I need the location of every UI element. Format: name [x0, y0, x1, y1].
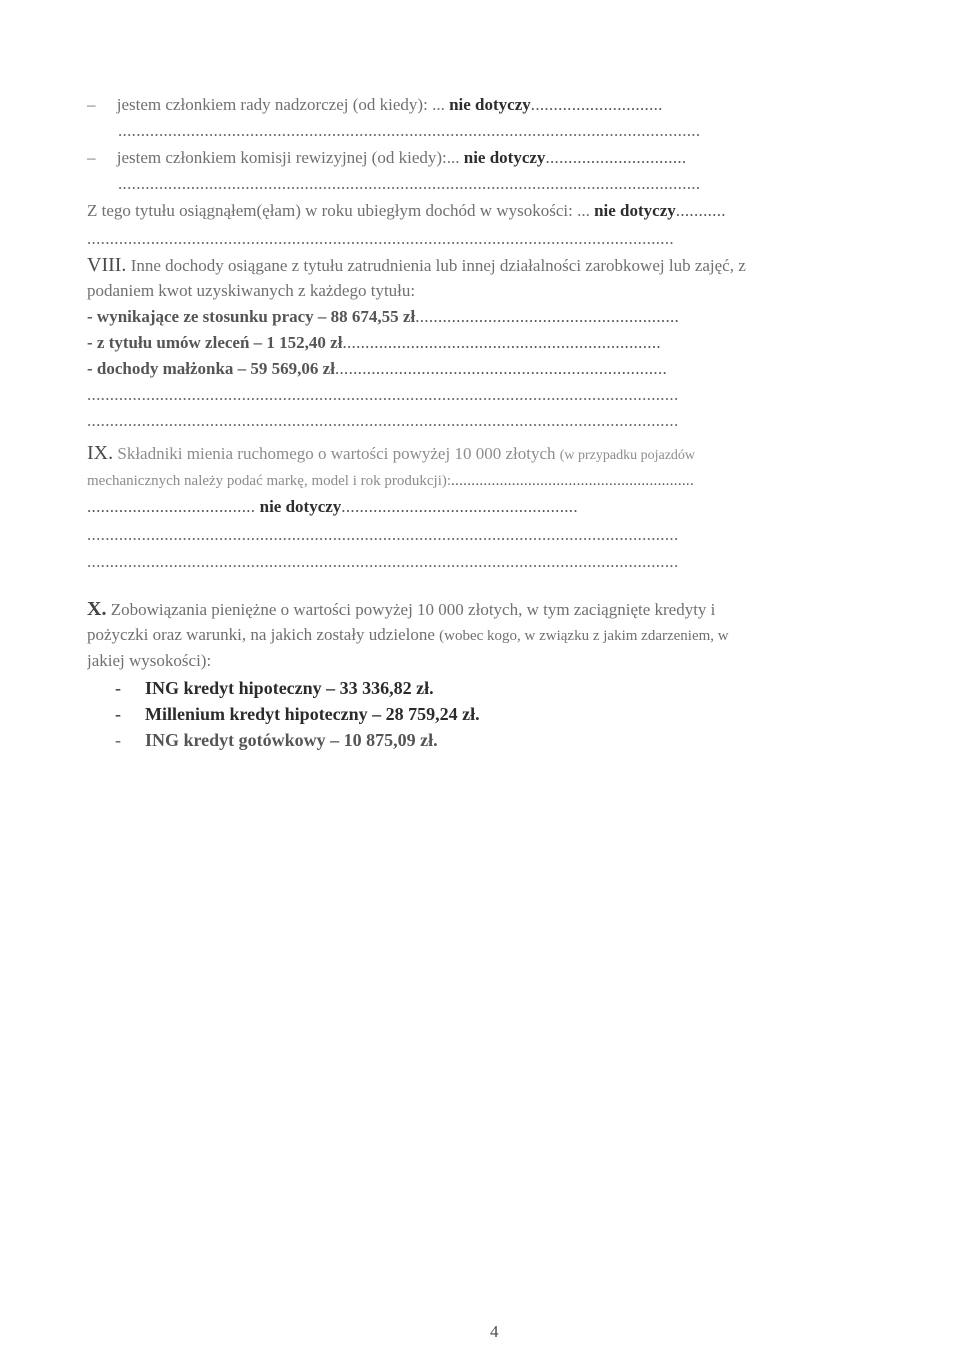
page-number: 4 — [490, 1322, 499, 1341]
liability-item — [115, 678, 434, 699]
list-dash: – — [87, 95, 96, 114]
section-ix-value-line — [87, 496, 842, 518]
liability-text: ING kredyt hipoteczny – 33 336,82 zł. — [145, 678, 434, 698]
section-x-text-2: pożyczki oraz warunki, na jakich zostały udzielone — [87, 625, 435, 644]
section-ix-blank-line: .................................................................................................................................. — [87, 552, 679, 571]
dotted-leader: ............................. — [530, 95, 663, 114]
supervisory-board-value: nie dotyczy — [449, 95, 531, 114]
supervisory-board-continuation: ................................................................................................................................ — [118, 121, 701, 140]
liability-item — [115, 704, 480, 725]
section-ix-text-line-2 — [87, 470, 842, 492]
section-viii-item-employment — [87, 306, 842, 328]
liability-text: Millenium kredyt hipoteczny – 28 759,24 zł. — [145, 704, 480, 724]
section-x-heading — [87, 598, 842, 621]
audit-committee-line — [87, 147, 842, 169]
list-dash: - — [115, 730, 121, 750]
section-ix-blank-line: .................................................................................................................................. — [87, 525, 679, 544]
section-x-text-line-3: jakiej wysokości): — [87, 651, 212, 670]
section-x-note: (wobec kogo, w związku z jakim zdarzeniem, w — [439, 628, 729, 644]
income-from-title-label: Z tego tytułu osiągnąłem(ęłam) w roku ubiegłym dochód w wysokości: ... — [87, 201, 590, 220]
section-viii-heading — [87, 254, 842, 277]
dotted-leader: ............................... — [545, 148, 687, 167]
dotted-leader: ......................................................................... — [334, 359, 668, 378]
list-dash: - — [115, 704, 121, 724]
section-viii-blank-line: .................................................................................................................................. — [87, 385, 679, 404]
section-viii-text-line-2: podaniem kwot uzyskiwanych z każdego tytułu: — [87, 281, 416, 300]
section-ix-heading — [87, 442, 842, 467]
section-viii-text: Inne dochody osiągane z tytułu zatrudnienia lub innej działalności zarobkowej lub zajęć, z — [130, 256, 746, 275]
liability-item — [115, 730, 438, 751]
dotted-leader: ...................................................................... — [342, 333, 661, 352]
section-viii-blank-line: .................................................................................................................................. — [87, 411, 679, 430]
employment-income: - wynikające ze stosunku pracy – 88 674,55 zł — [87, 307, 416, 326]
spouse-income: - dochody małżonka – 59 569,06 zł — [87, 359, 335, 378]
section-x-text: Zobowiązania pieniężne o wartości powyżej 10 000 złotych, w tym zaciągnięte kredyty i — [110, 600, 716, 619]
audit-committee-continuation: ................................................................................................................................ — [118, 174, 701, 193]
section-ix-note: (w przypadku pojazdów — [559, 448, 696, 463]
audit-committee-value: nie dotyczy — [463, 148, 546, 167]
section-ix-number: IX. — [87, 442, 114, 464]
section-viii-item-contracts — [87, 332, 842, 354]
supervisory-board-line — [87, 94, 842, 116]
list-dash: - — [115, 678, 121, 698]
section-viii-item-spouse — [87, 358, 842, 380]
section-ix-text-2: mechanicznych należy podać markę, model i rok produkcji): — [87, 473, 452, 489]
supervisory-board-label: jestem członkiem rady nadzorczej (od kiedy): ... — [116, 95, 445, 114]
section-x-number: X. — [87, 598, 107, 620]
section-viii-number: VIII. — [87, 254, 127, 276]
contract-income: - z tytułu umów zleceń – 1 152,40 zł — [87, 333, 343, 352]
dotted-leader: ........... — [675, 201, 726, 220]
income-from-title-continuation: ................................................................................................................................. — [87, 229, 674, 248]
dotted-leader: .......................................................... — [415, 307, 680, 326]
dotted-leader: ............................................................ — [451, 473, 695, 489]
section-ix-value: nie dotyczy — [259, 497, 342, 516]
audit-committee-label: jestem członkiem komisji rewizyjnej (od kiedy):... — [116, 148, 460, 167]
list-dash: – — [87, 148, 96, 167]
income-from-title-line — [87, 200, 842, 222]
liability-text: ING kredyt gotówkowy – 10 875,09 zł. — [145, 730, 438, 750]
dotted-leader: .................................................... — [341, 497, 578, 516]
section-x-text-line-2 — [87, 624, 842, 647]
income-from-title-value: nie dotyczy — [594, 201, 676, 220]
section-ix-text: Składniki mienia ruchomego o wartości powyżej 10 000 złotych — [117, 444, 556, 463]
dotted-leader: ..................................... — [87, 497, 256, 516]
